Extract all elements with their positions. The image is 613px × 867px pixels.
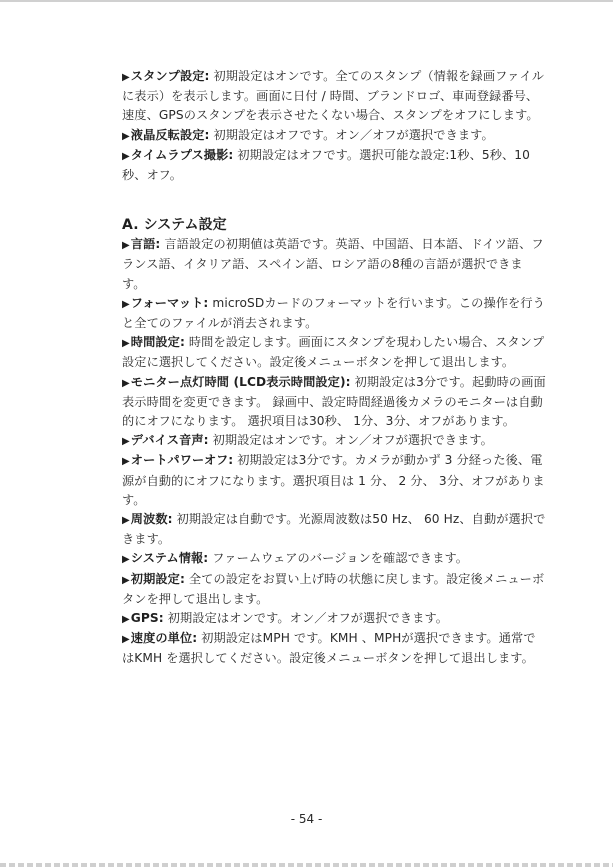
setting-head: GPS: bbox=[130, 611, 164, 626]
bottom-edge bbox=[0, 863, 613, 867]
setting-body: 初期設定はMPH です。KMH 、MPHが選択できます。通常ではKMH を選択してください。設定後メニューボタンを押して退出します。 bbox=[122, 631, 536, 666]
setting-body: 言語設定の初期値は英語です。英語、中国語、日本語、ドイツ語、フランス語、イタリア語、スペイン語、ロシア語の8種の言語が選択できます。 bbox=[122, 237, 544, 291]
setting-auto-power-off bbox=[122, 451, 546, 510]
setting-language bbox=[122, 235, 546, 294]
top-edge bbox=[0, 0, 613, 2]
arrow-icon: ▶ bbox=[122, 515, 130, 527]
arrow-icon: ▶ bbox=[122, 574, 130, 586]
setting-head: 時間設定: bbox=[130, 335, 185, 350]
setting-timelapse bbox=[122, 146, 546, 185]
setting-head: 周波数: bbox=[130, 512, 173, 527]
setting-body: 初期設定は3分です。カメラが動かず 3 分経った後、電源が自動的にオフになります。選択項目は 1 分、 2 分、 3分、オフがあります。 bbox=[122, 453, 545, 507]
arrow-icon: ▶ bbox=[122, 130, 130, 142]
setting-speed-unit bbox=[122, 629, 546, 668]
setting-head: タイムラプス撮影: bbox=[130, 147, 234, 162]
setting-body: 時間を設定します。画面にスタンプを現わしたい場合、スタンプ設定に選択してください。設定後メニューボタンを押して退出します。 bbox=[122, 335, 545, 370]
arrow-icon: ▶ bbox=[122, 240, 130, 252]
setting-body: 初期設定はオンです。全てのスタンプ（情報を録画ファイルに表示）を表示します。画面に日付 / 時間、ブランドロゴ、車両登録番号、速度、GPSのスタンプを表示させたくない場合、スタンプをオフにします。 bbox=[122, 69, 545, 123]
arrow-icon: ▶ bbox=[122, 150, 130, 162]
setting-device-sound bbox=[122, 431, 546, 451]
setting-head: 言語: bbox=[130, 237, 161, 252]
setting-body: 初期設定はオフです。オン／オフが選択できます。 bbox=[209, 127, 494, 142]
arrow-icon: ▶ bbox=[122, 72, 130, 83]
setting-body: 初期設定はオンです。オン／オフが選択できます。 bbox=[208, 433, 493, 448]
arrow-icon: ▶ bbox=[122, 634, 130, 646]
setting-head: フォーマット: bbox=[130, 295, 209, 310]
setting-lcd-flip bbox=[122, 126, 546, 146]
settings-list-top bbox=[122, 67, 546, 185]
manual-content bbox=[122, 67, 546, 669]
page-number: - 54 - bbox=[290, 812, 323, 826]
arrow-icon: ▶ bbox=[122, 554, 130, 566]
setting-body: microSDカードのフォーマットを行います。この操作を行うと全てのファイルが消去されます。 bbox=[122, 295, 545, 331]
setting-system-info bbox=[122, 549, 546, 569]
arrow-icon: ▶ bbox=[122, 614, 130, 626]
setting-head: 速度の単位: bbox=[130, 631, 198, 646]
section-title: A. システム設定 bbox=[122, 217, 227, 234]
arrow-icon: ▶ bbox=[122, 456, 130, 468]
setting-head: システム情報: bbox=[130, 551, 209, 566]
setting-body: ファームウェアのバージョンを確認できます。 bbox=[208, 551, 469, 566]
setting-head: スタンプ設定: bbox=[130, 69, 210, 83]
setting-body: 初期設定は自動です。光源周波数は50 Hz、 60 Hz、自動が選択できます。 bbox=[122, 512, 546, 547]
setting-head: モニター点灯時間 (LCD表示時間設定): bbox=[130, 374, 351, 389]
setting-stamp bbox=[122, 67, 546, 126]
setting-frequency bbox=[122, 510, 546, 549]
setting-head: 初期設定: bbox=[130, 571, 185, 586]
setting-body: 初期設定はオフです。選択可能な設定:1秒、5秒、10秒、オフ。 bbox=[122, 147, 531, 183]
arrow-icon: ▶ bbox=[122, 298, 130, 310]
setting-body: 初期設定はオンです。オン／オフが選択できます。 bbox=[163, 611, 449, 626]
settings-list-system bbox=[122, 235, 546, 668]
arrow-icon: ▶ bbox=[122, 436, 130, 448]
setting-body: 全ての設定をお買い上げ時の状態に戻します。設定後メニューボタンを押して退出します。 bbox=[122, 571, 545, 606]
arrow-icon: ▶ bbox=[122, 338, 130, 350]
setting-format bbox=[122, 294, 546, 333]
setting-factory-reset bbox=[122, 570, 546, 609]
setting-body: 初期設定は3分です。起動時の画面表示時間を変更できます。 録画中、設定時間経過後カメラのモニターは自動的にオフになります。 選択項目は30秒、 1分、3分、オフがあります。 bbox=[122, 374, 546, 429]
setting-time bbox=[122, 333, 546, 372]
setting-head: 液晶反転設定: bbox=[130, 127, 210, 142]
setting-monitor-time bbox=[122, 373, 546, 432]
arrow-icon: ▶ bbox=[122, 377, 130, 389]
setting-gps bbox=[122, 609, 546, 629]
setting-head: デバイス音声: bbox=[130, 433, 209, 448]
setting-head: オートパワーオフ: bbox=[130, 453, 234, 468]
